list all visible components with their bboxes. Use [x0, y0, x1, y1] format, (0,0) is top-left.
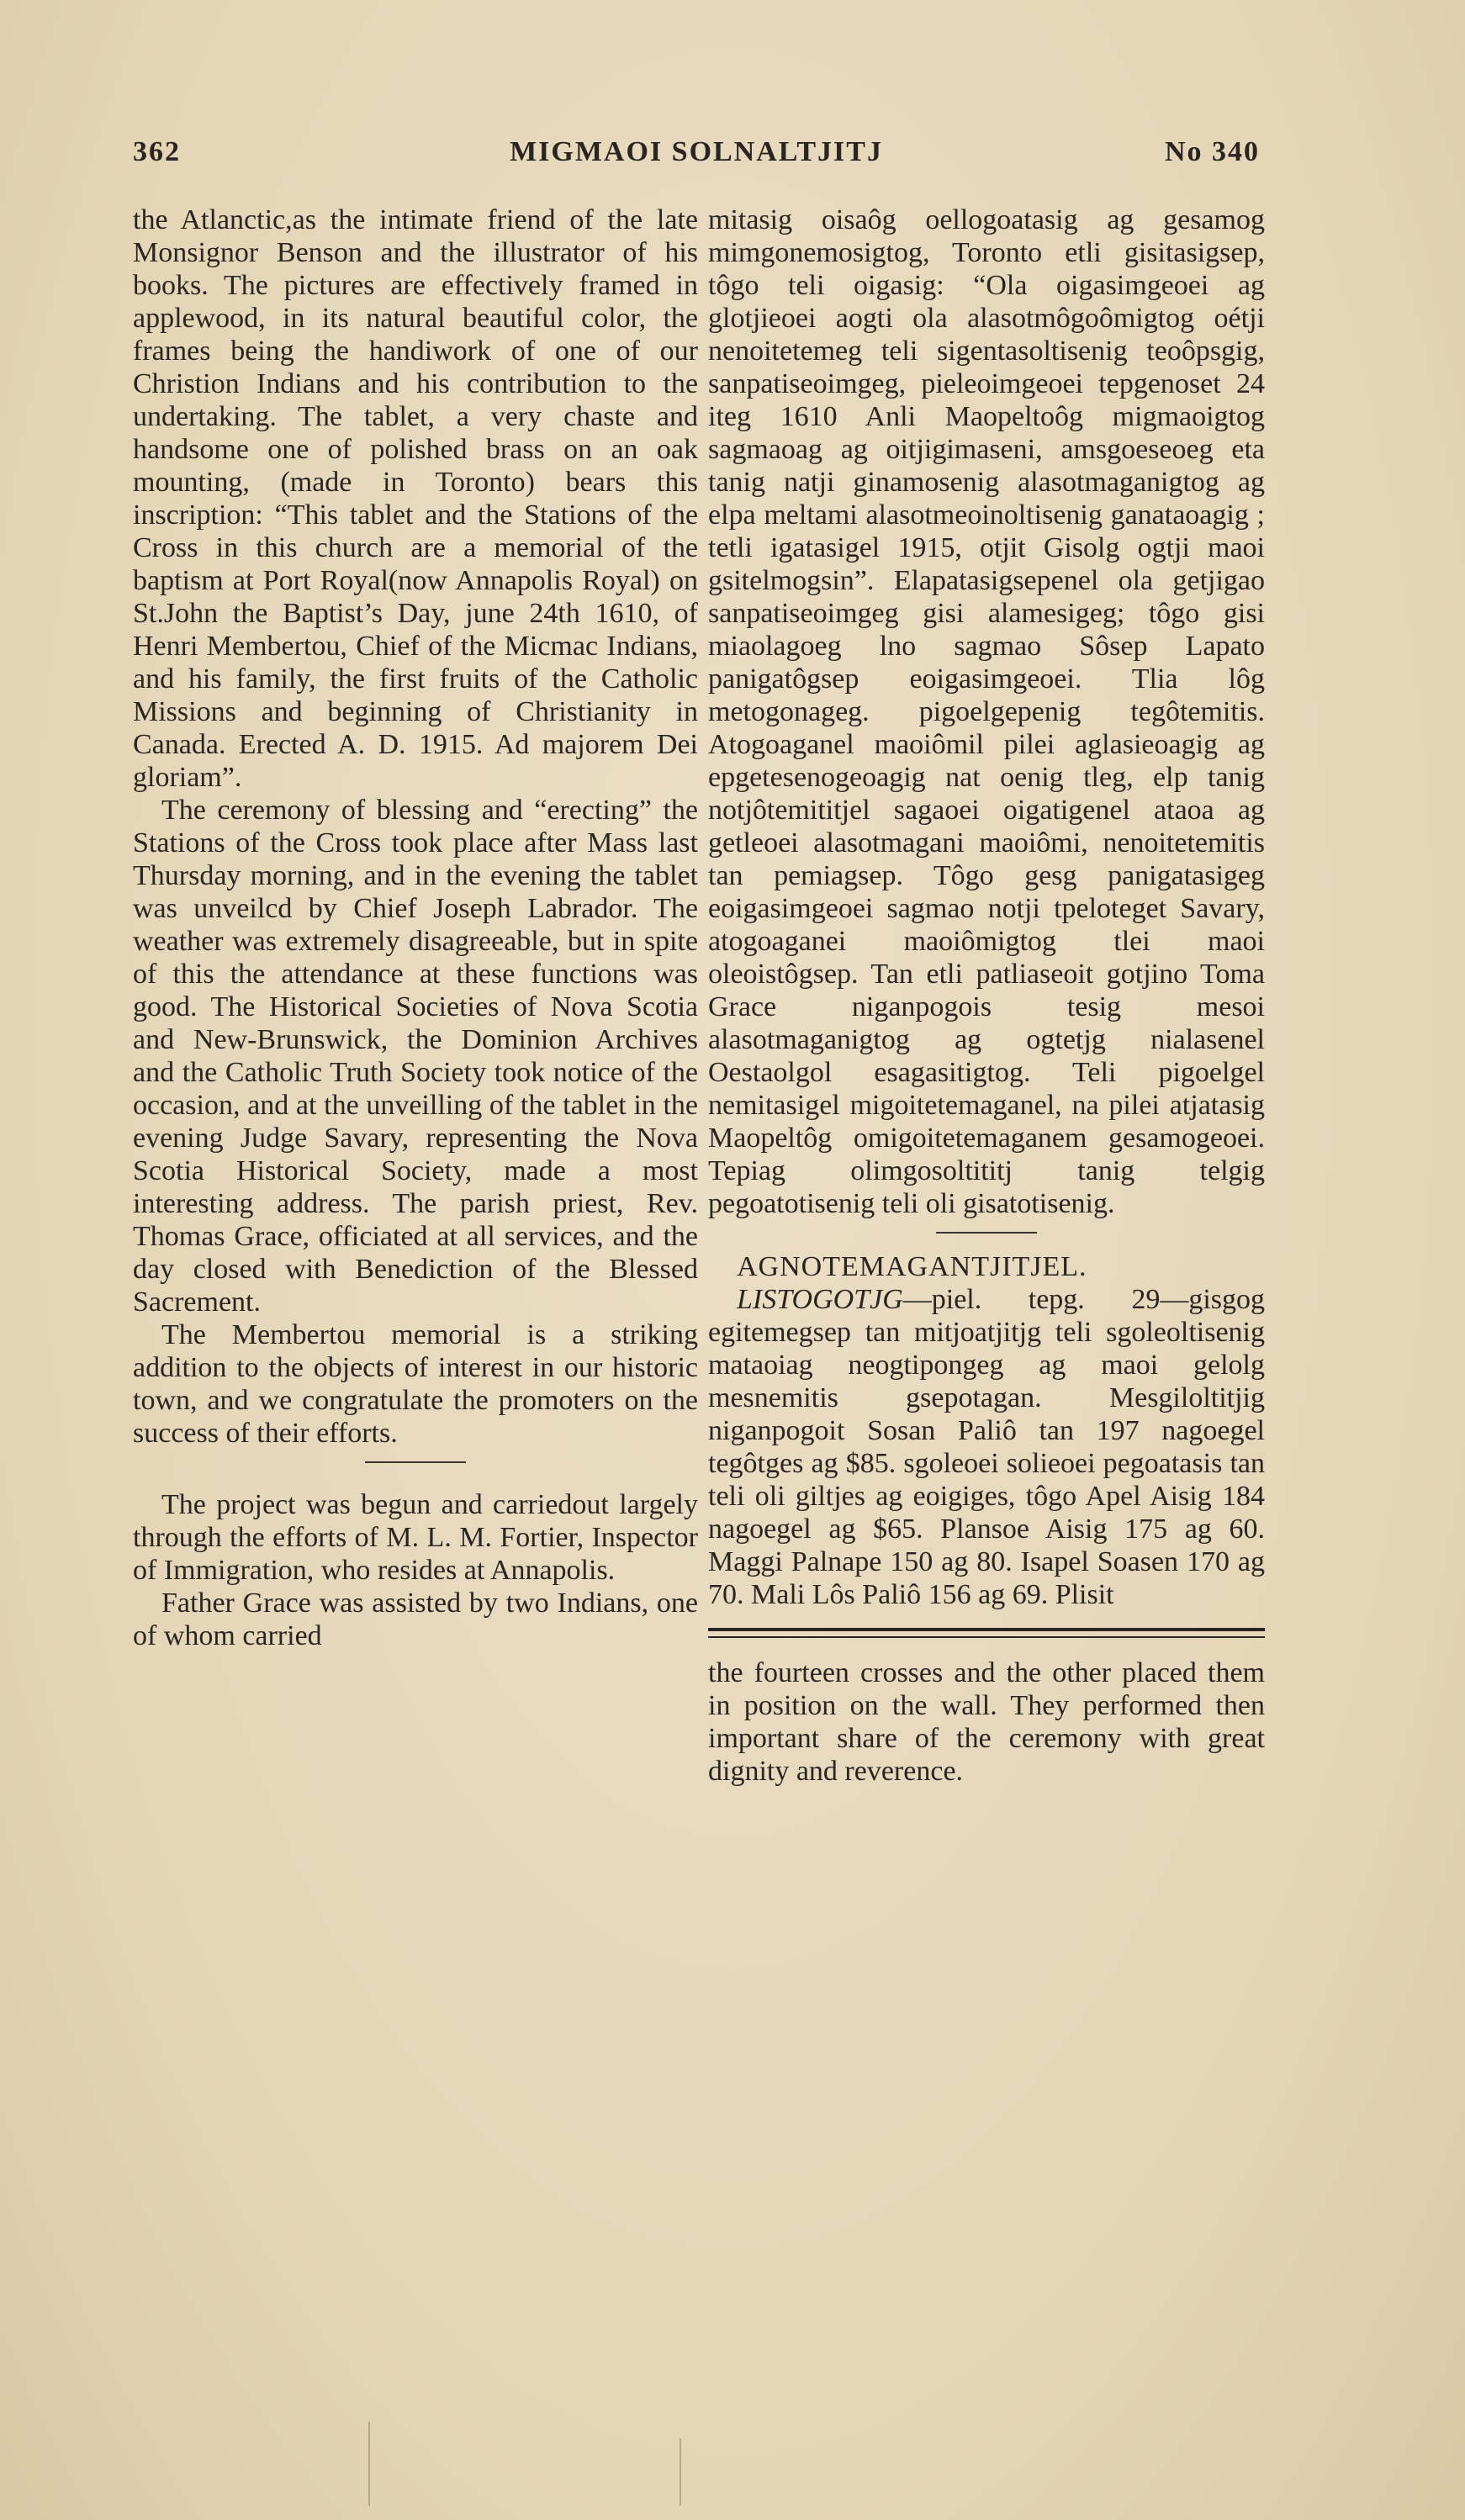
paper-crease	[680, 2438, 681, 2506]
section-heading: AGNOTEMAGANTJITJEL.	[737, 1251, 1087, 1282]
section-divider	[365, 1461, 466, 1463]
double-rule-divider	[708, 1628, 1265, 1638]
page-header	[133, 136, 1260, 183]
left-column	[133, 203, 698, 1652]
publication-title: MIGMAOI SOLNALTJITJ	[510, 136, 883, 167]
article-paragraph: The ceremony of blessing and “erecting” the Stations of the Cross took place after Mass last Thursday morning, and in the evening the tablet was unveilcd by Chief Joseph Labrador. The weather was extremely disagreeable, but in spite of this the attendance at these functions was good. The Historical Societies of Nova Scotia and New-Brunswick, the Dominion Archives and the Catholic Truth Society took notice of the occasion, and at the unveilling of the tablet in the evening Judge Savary, representing the Nova Scotia Historical Society, made a most interesting address. The parish priest, Rev. Thomas Grace, officiated at all services, and the day closed with Benediction of the Blessed Sacrement.	[133, 795, 698, 1318]
micmac-paragraph: mitasig oisaôg oellogoatasig ag gesamog mimgonemosigtog, Toronto etli gisitasigsep, tôgo teli oigasig: “Ola oigasimgeoei ag glotjieoei aogti ola alasotmôgoômigtog oétji nenoitetemeg teli sigentasoltisenig teoôpsgig, sanpatiseoimgeg, pieleoimgeoei tepgenoset 24 iteg 1610 Anli Maopeltoôg migmaoigtog sagmaoag ag oitjigimaseni, amsgoeseoeg eta tanig natji ginamosenig alasotmaganigtog ag elpa meltami alasotmeoinoltisenig ganataoagig ; tetli igatasigel 1915, otjit Gisolg ogtji maoi gsitelmogsin”. Elapatasigsepenel ola getjigao sanpatiseoimgeg gisi alamesigeg; tôgo gisi miaolagoeg lno sagmao Sôsep Lapato panigatôgsep eoigasimgeoei. Tlia lôg metogonageg. pigoelgepenig tegôtemitis. Atogoaganel maoiômil pilei aglasieoagig ag epgetesenogeoagig nat oenig tleg, elp tanig notjôtemititjel sagaoei oigatigenel ataoa ag getleoei alasotmagani maoiômi, nenoitetemitis tan pemiagsep. Tôgo gesg panigatasigeg eoigasimgeoei sagmao notji tpeloteget Savary, atogoaganei maoiômigtog tlei maoi oleoistôgsep. Tan etli patliaseoit gotjino Toma Grace niganpogois tesig mesoi alasotmaganigtog ag ogtetjg nialasenel Oestaolgol esagasitigtog. Teli pigoelgel nemitasigel migoitetemaganel, na pilei atjatasig Maopeltôg omigoitetemaganem gesamogeoei. Tepiag olimgosoltititj tanig telgig pegoatotisenig teli oli gisatotisenig.	[708, 204, 1265, 1219]
micmac-paragraph	[708, 1283, 1265, 1611]
paper-crease	[368, 2422, 370, 2506]
article-paragraph: The Membertou memorial is a striking addition to the objects of interest in our historic town, and we congratulate the promoters on the success of their efforts.	[133, 1319, 698, 1449]
right-column	[708, 203, 1265, 1788]
article-paragraph: Father Grace was assisted by two Indians, one of whom carried	[133, 1588, 698, 1651]
article-paragraph: The project was begun and carriedout largely through the efforts of M. L. M. Fortier, Inspector of Immigration, who resides at Annapolis.	[133, 1489, 698, 1586]
page-number: 362	[133, 136, 181, 167]
dateline: LISTOGOTJG	[737, 1284, 903, 1315]
section-divider	[936, 1232, 1037, 1234]
paragraph-text: —piel. tepg. 29—gisgog egitemegsep tan mitjoatjitjg teli sgoleoltisenig mataoiag neogtipongeg ag maoi gelolg mesnemitis gsepotagan. Mesgiloltitjig niganpogoit Sosan Paliô tan 197 nagoegel tegôtges ag $85. sgoleoei solieoei pegoatasis tan teli oli giltjes ag eoigiges, tôgo Apel Aisig 184 nagoegel ag $65. Plansoe Aisig 175 ag 60. Maggi Palnape 150 ag 80. Isapel Soasen 170 ag 70. Mali Lôs Paliô 156 ag 69. Plisit	[708, 1284, 1265, 1610]
article-paragraph: the Atlanctic,as the intimate friend of the late Monsignor Benson and the illustrator of his books. The pictures are effectively framed in applewood, in its natural beautiful color, the frames being the handiwork of one of our Christion Indians and his contribution to the undertaking. The tablet, a very chaste and handsome one of polished brass on an oak mounting, (made in Toronto) bears this inscription: “This tablet and the Stations of the Cross in this church are a memorial of the baptism at Port Royal(now Annapolis Royal) on St.John the Baptist’s Day, june 24th 1610, of Henri Membertou, Chief of the Micmac Indians, and his family, the first fruits of the Catholic Missions and beginning of Christianity in Canada. Erected A. D. 1915. Ad majorem Dei gloriam”.	[133, 204, 698, 793]
issue-number: No 340	[1164, 136, 1260, 167]
article-paragraph: the fourteen crosses and the other placed them in position on the wall. They performed then important share of the ceremony with great dignity and reverence.	[708, 1657, 1265, 1787]
